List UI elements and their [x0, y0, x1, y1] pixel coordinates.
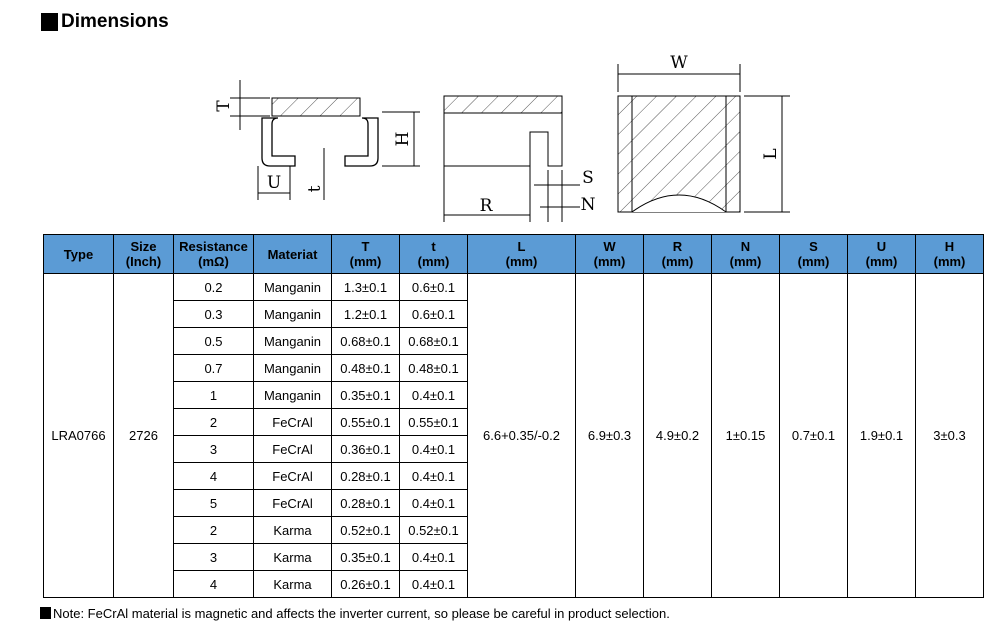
t-cell: 0.6±0.1: [400, 274, 468, 301]
resistance-cell: 3: [174, 436, 254, 463]
right-terminal: [345, 118, 378, 166]
column-header-unit: (mm): [593, 254, 626, 269]
resistance-cell: 0.7: [174, 355, 254, 382]
column-header-title: U: [876, 239, 887, 254]
T-cell: 1.2±0.1: [332, 301, 400, 328]
material-cell: Manganin: [254, 274, 332, 301]
column-header-unit: (mm): [417, 254, 450, 269]
resistance-cell: 2: [174, 409, 254, 436]
column-header-title: W: [603, 239, 616, 254]
resistance-cell: 4: [174, 571, 254, 598]
column-header: [644, 235, 712, 274]
size-cell: 2726: [114, 274, 174, 598]
T-cell: 0.28±0.1: [332, 463, 400, 490]
t-cell: 0.6±0.1: [400, 301, 468, 328]
T-cell: 1.3±0.1: [332, 274, 400, 301]
resistance-cell: 1: [174, 382, 254, 409]
column-header-title: S: [809, 239, 818, 254]
column-header: [400, 235, 468, 274]
S-cell: 0.7±0.1: [780, 274, 848, 598]
T-cell: 0.35±0.1: [332, 382, 400, 409]
column-header: [254, 235, 332, 274]
R-cell: 4.9±0.2: [644, 274, 712, 598]
material-cell: Karma: [254, 544, 332, 571]
front-view-drawing: [444, 96, 580, 222]
dimension-drawings: [0, 0, 1006, 232]
column-header-title: Resistance: [179, 239, 248, 254]
type-cell: LRA0766: [44, 274, 114, 598]
label-t: t: [305, 185, 325, 193]
column-header-title: Size: [130, 239, 157, 254]
column-header-title: H: [944, 239, 955, 254]
material-cell: FeCrAl: [254, 463, 332, 490]
label-U: U: [266, 173, 282, 193]
spec-table-body: [44, 274, 984, 598]
column-header-unit: (mm): [933, 254, 966, 269]
material-cell: FeCrAl: [254, 436, 332, 463]
t-cell: 0.4±0.1: [400, 571, 468, 598]
column-header: [174, 235, 254, 274]
column-header-unit: (mm): [349, 254, 382, 269]
T-cell: 0.52±0.1: [332, 517, 400, 544]
T-cell: 0.68±0.1: [332, 328, 400, 355]
t-cell: 0.4±0.1: [400, 544, 468, 571]
column-header: [44, 235, 114, 274]
t-cell: 0.4±0.1: [400, 463, 468, 490]
material-cell: Karma: [254, 517, 332, 544]
column-header: [712, 235, 780, 274]
column-header-title: R: [672, 239, 683, 254]
T-cell: 0.55±0.1: [332, 409, 400, 436]
T-cell: 0.36±0.1: [332, 436, 400, 463]
t-cell: 0.4±0.1: [400, 382, 468, 409]
column-header-unit: (mΩ): [198, 254, 229, 269]
t-cell: 0.4±0.1: [400, 490, 468, 517]
column-header-title: N: [740, 239, 751, 254]
t-cell: 0.4±0.1: [400, 436, 468, 463]
column-header: [916, 235, 984, 274]
left-terminal: [262, 118, 295, 166]
t-cell: 0.55±0.1: [400, 409, 468, 436]
material-cell: Karma: [254, 571, 332, 598]
note-bullet-icon: [40, 607, 51, 619]
resistance-cell: 5: [174, 490, 254, 517]
resistance-cell: 0.2: [174, 274, 254, 301]
column-header-unit: (mm): [865, 254, 898, 269]
spec-table: [43, 234, 984, 598]
footnote: [40, 604, 670, 622]
column-header-title: L: [517, 239, 526, 254]
T-cell: 0.28±0.1: [332, 490, 400, 517]
column-header-title: T: [361, 239, 370, 254]
t-cell: 0.52±0.1: [400, 517, 468, 544]
T-cell: 0.35±0.1: [332, 544, 400, 571]
column-header-unit: (mm): [661, 254, 694, 269]
U-cell: 1.9±0.1: [848, 274, 916, 598]
material-cell: Manganin: [254, 301, 332, 328]
material-cell: Manganin: [254, 355, 332, 382]
L-cell: 6.6+0.35/-0.2: [468, 274, 576, 598]
column-header: [576, 235, 644, 274]
resistance-cell: 4: [174, 463, 254, 490]
section-title: Dimensions: [61, 11, 169, 32]
material-cell: Manganin: [254, 328, 332, 355]
spec-table-header: [44, 235, 984, 274]
column-header-title: Type: [63, 246, 94, 262]
material-cell: FeCrAl: [254, 490, 332, 517]
column-header-unit: (Inch): [125, 254, 162, 269]
material-cell: FeCrAl: [254, 409, 332, 436]
resistance-cell: 2: [174, 517, 254, 544]
note-text: Note: FeCrAl material is magnetic and affects the inverter current, so please be careful in product selection.: [53, 605, 670, 621]
H-cell: 3±0.3: [916, 274, 984, 598]
label-S: S: [582, 168, 594, 188]
label-R: R: [479, 196, 493, 216]
side-view-body: [272, 98, 360, 116]
label-N: N: [580, 195, 596, 215]
resistance-cell: 3: [174, 544, 254, 571]
column-header-unit: (mm): [797, 254, 830, 269]
column-header: [468, 235, 576, 274]
resistance-cell: 0.3: [174, 301, 254, 328]
column-header: [332, 235, 400, 274]
column-header: [114, 235, 174, 274]
table-row: [44, 274, 984, 301]
W-cell: 6.9±0.3: [576, 274, 644, 598]
t-cell: 0.68±0.1: [400, 328, 468, 355]
label-H: H: [393, 131, 413, 147]
resistance-cell: 0.5: [174, 328, 254, 355]
label-W: W: [670, 53, 688, 73]
column-header-unit: (mm): [505, 254, 538, 269]
T-cell: 0.26±0.1: [332, 571, 400, 598]
bottom-view-drawing: [618, 64, 790, 212]
side-view-drawing: [230, 80, 420, 200]
material-cell: Manganin: [254, 382, 332, 409]
column-header-unit: (mm): [729, 254, 762, 269]
column-header-title: t: [431, 239, 436, 254]
label-L: L: [761, 148, 781, 160]
label-T: T: [214, 100, 234, 112]
T-cell: 0.48±0.1: [332, 355, 400, 382]
t-cell: 0.48±0.1: [400, 355, 468, 382]
N-cell: 1±0.15: [712, 274, 780, 598]
column-header: [848, 235, 916, 274]
column-header: [780, 235, 848, 274]
column-header-title: Materiat: [267, 246, 318, 262]
